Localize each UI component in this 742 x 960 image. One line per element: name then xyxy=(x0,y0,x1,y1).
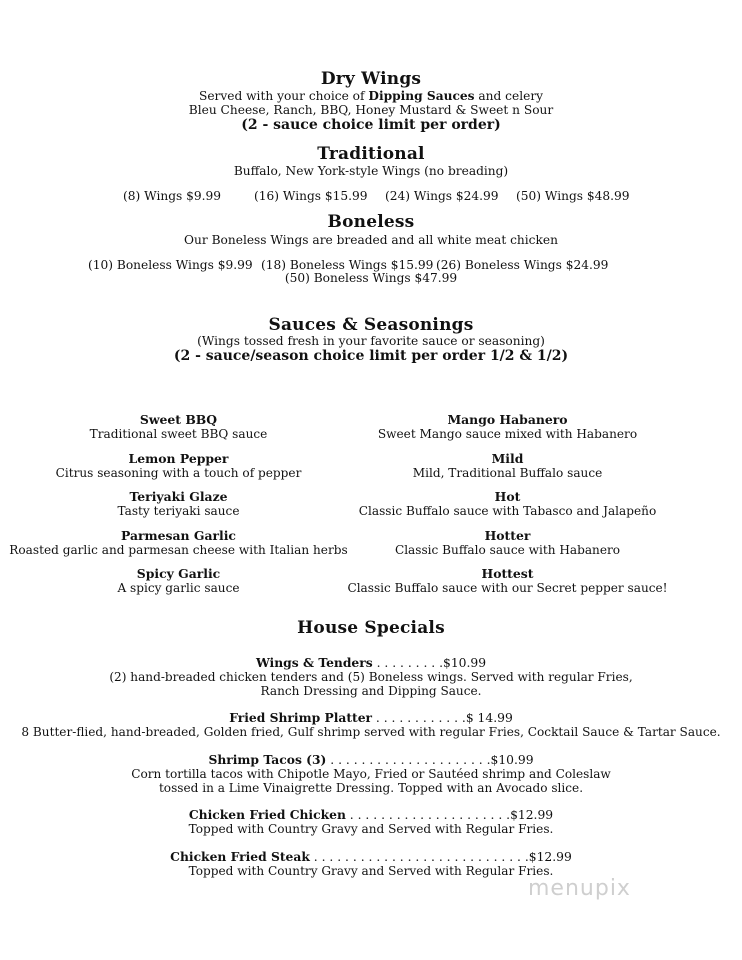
sauce-desc: A spicy garlic sauce xyxy=(117,581,240,595)
special-price: $10.99 xyxy=(443,656,487,670)
sauce-hottest xyxy=(322,567,693,595)
special-price: $12.99 xyxy=(528,850,572,864)
sauce-desc: Classic Buffalo sauce with our Secret pepper sauce! xyxy=(347,581,668,595)
sauce-name: Hottest xyxy=(481,566,534,581)
special-name: Fried Shrimp Platter xyxy=(229,710,373,725)
traditional-price-8: (8) Wings $9.99 xyxy=(123,189,222,203)
sauce-name: Sweet BBQ xyxy=(139,412,218,427)
sauce-name: Spicy Garlic xyxy=(136,566,221,581)
special-name: Wings & Tenders xyxy=(255,655,373,670)
special-shrimp-tacos xyxy=(0,753,742,795)
served-prefix: Served with your choice of xyxy=(198,89,369,103)
sauce-sweet-bbq xyxy=(0,413,364,441)
special-price: $10.99 xyxy=(490,753,534,767)
sauce-name: Lemon Pepper xyxy=(128,451,229,466)
served-suffix: and celery xyxy=(474,89,544,103)
sauce-desc: Traditional sweet BBQ sauce xyxy=(89,427,268,441)
menupix-watermark: menupix xyxy=(528,876,631,901)
sauces-subtitle: (Wings tossed fresh in your favorite sauce or seasoning) xyxy=(197,334,545,348)
special-name: Shrimp Tacos (3) xyxy=(208,752,327,767)
traditional-price-24: (24) Wings $24.99 xyxy=(385,189,499,203)
dry-wings-limit: (2 - sauce choice limit per order) xyxy=(241,117,501,133)
sauce-desc: Classic Buffalo sauce with Habanero xyxy=(394,543,621,557)
traditional-subtitle: Buffalo, New York-style Wings (no breading) xyxy=(233,164,509,178)
sauce-spicy-garlic xyxy=(0,567,364,595)
dry-wings-title: Dry Wings xyxy=(320,69,422,89)
dry-wings-served-line xyxy=(0,89,742,103)
sauce-desc: Roasted garlic and parmesan cheese with Italian herbs xyxy=(9,543,348,557)
dry-wings-sauces-line: Bleu Cheese, Ranch, BBQ, Honey Mustard & Sweet n Sour xyxy=(188,103,554,117)
special-chicken-fried-steak xyxy=(0,850,742,878)
special-desc: Topped with Country Gravy and Served with Regular Fries. xyxy=(188,822,554,836)
special-name-line xyxy=(0,753,742,767)
special-wings-tenders xyxy=(0,656,742,698)
house-specials-title: House Specials xyxy=(297,618,445,638)
sauce-name: Mild xyxy=(491,451,524,466)
traditional-title: Traditional xyxy=(317,144,425,164)
special-dots: . . . . . . . . . . . . . . . . . . . . . xyxy=(326,753,491,767)
sauce-teriyaki-glaze xyxy=(0,490,364,518)
special-name-line xyxy=(0,711,742,725)
special-desc: Topped with Country Gravy and Served with Regular Fries. xyxy=(188,864,554,878)
special-chicken-fried-chicken xyxy=(0,808,742,836)
sauce-desc: Mild, Traditional Buffalo sauce xyxy=(412,466,603,480)
served-bold: Dipping Sauces xyxy=(368,89,475,103)
sauce-name: Teriyaki Glaze xyxy=(129,489,228,504)
sauce-desc: Sweet Mango sauce mixed with Habanero xyxy=(377,427,638,441)
sauce-name: Parmesan Garlic xyxy=(121,528,236,543)
sauce-desc: Tasty teriyaki sauce xyxy=(117,504,240,518)
special-name: Chicken Fried Chicken xyxy=(188,807,346,822)
special-name-line xyxy=(0,850,742,864)
sauces-title: Sauces & Seasonings xyxy=(268,315,474,335)
special-desc: 8 Butter-flied, hand-breaded, Golden fried, Gulf shrimp served with regular Fries, Cocktail Sauce & Tartar Sauce. xyxy=(21,725,721,739)
boneless-price-50: (50) Boneless Wings $47.99 xyxy=(284,271,458,285)
sauce-hot xyxy=(322,490,693,518)
sauce-mango-habanero xyxy=(322,413,693,441)
special-dots: . . . . . . . . . . . . . . . . . . . . . . . . . . . . xyxy=(309,850,529,864)
sauce-parmesan-garlic xyxy=(0,529,364,557)
special-dots: . . . . . . . . . xyxy=(372,656,444,670)
special-fried-shrimp-platter xyxy=(0,711,742,739)
special-desc: tossed in a Lime Vinaigrette Dressing. Topped with an Avocado slice. xyxy=(158,781,584,795)
sauce-lemon-pepper xyxy=(0,452,364,480)
special-desc: Ranch Dressing and Dipping Sauce. xyxy=(260,684,482,698)
boneless-price-10: (10) Boneless Wings $9.99 xyxy=(88,258,253,272)
boneless-price-18: (18) Boneless Wings $15.99 xyxy=(261,258,434,272)
special-price: $ 14.99 xyxy=(465,711,513,725)
boneless-price-26: (26) Boneless Wings $24.99 xyxy=(436,258,609,272)
special-price: $12.99 xyxy=(510,808,554,822)
traditional-price-50: (50) Wings $48.99 xyxy=(516,189,630,203)
sauce-name: Hotter xyxy=(484,528,531,543)
special-name-line xyxy=(0,808,742,822)
special-name-line xyxy=(0,656,742,670)
sauce-desc: Citrus seasoning with a touch of pepper xyxy=(55,466,302,480)
sauce-desc: Classic Buffalo sauce with Tabasco and Jalapeño xyxy=(358,504,657,518)
sauce-hotter xyxy=(322,529,693,557)
sauce-mild xyxy=(322,452,693,480)
boneless-subtitle: Our Boneless Wings are breaded and all white meat chicken xyxy=(184,233,558,247)
special-dots: . . . . . . . . . . . . . . . . . . . . . xyxy=(345,808,511,822)
special-name: Chicken Fried Steak xyxy=(170,849,310,864)
sauce-name: Hot xyxy=(494,489,521,504)
sauces-limit: (2 - sauce/season choice limit per order 1/2 & 1/2) xyxy=(173,348,569,364)
special-desc: (2) hand-breaded chicken tenders and (5) Boneless wings. Served with regular Fries, xyxy=(109,670,633,684)
boneless-title: Boneless xyxy=(327,212,415,232)
traditional-price-16: (16) Wings $15.99 xyxy=(254,189,368,203)
sauce-name: Mango Habanero xyxy=(447,412,568,427)
special-desc: Corn tortilla tacos with Chipotle Mayo, Fried or Sautéed shrimp and Coleslaw xyxy=(131,767,611,781)
special-dots: . . . . . . . . . . . . xyxy=(372,711,466,725)
